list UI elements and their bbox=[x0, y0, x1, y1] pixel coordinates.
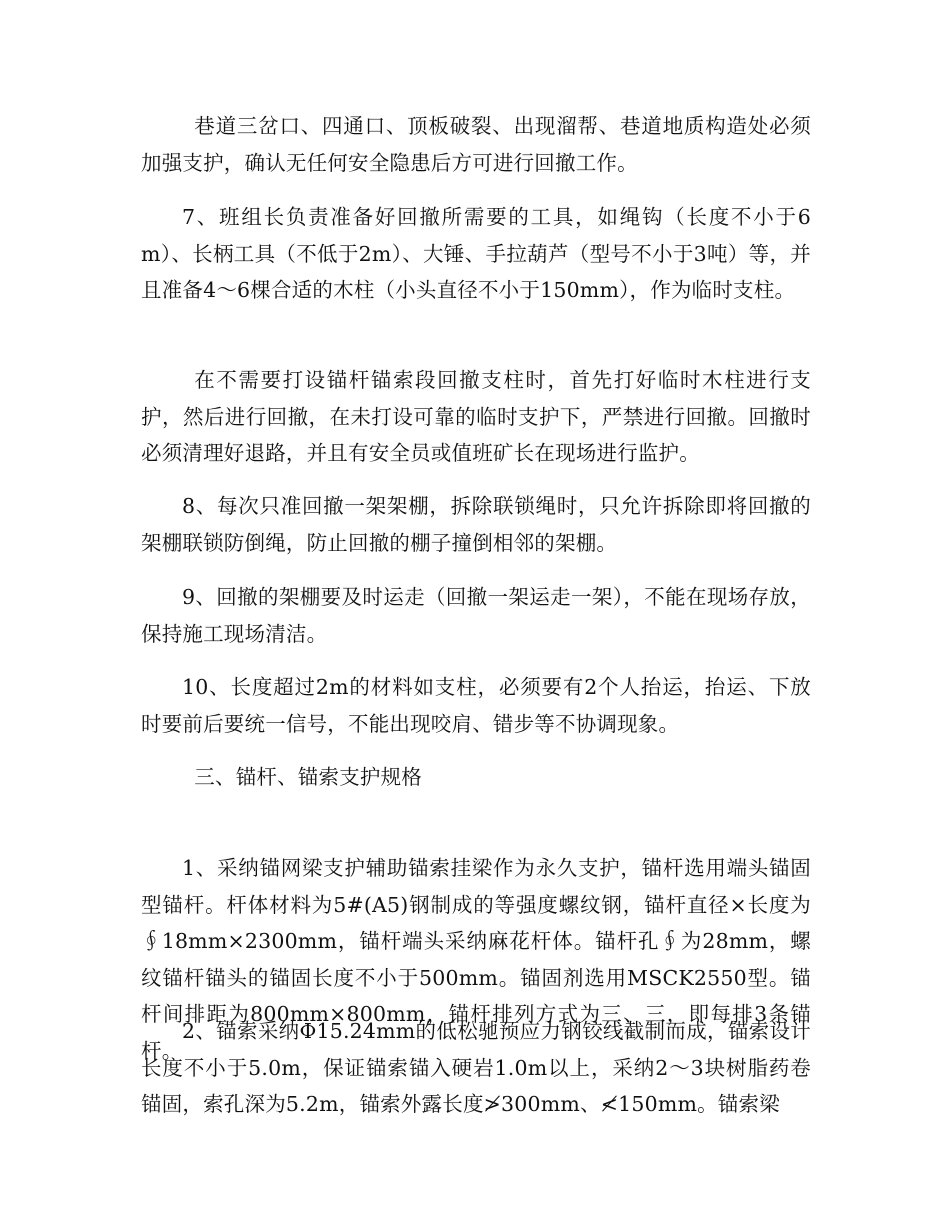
paragraph-temporary-support: 在不需要打设锚杆锚索段回撤支柱时，首先打好临时木柱进行支护，然后进行回撤，在未打设可靠的临时支护下，严禁进行回撤。回撤时必须清理好退路，并且有安全员或值班矿长在现场进行监护。 bbox=[141, 368, 811, 465]
section-heading-bolt-cable-spec: 三、锚杆、锚索支护规格 bbox=[194, 765, 422, 789]
paragraph-item-8-one-frame: 8、每次只准回撤一架架棚，拆除联锁绳时，只允许拆除即将回撤的架棚联锁防倒绳，防止回撤的棚子撞倒相邻的架棚。 bbox=[141, 494, 811, 555]
paragraph-item-9-remove-frames: 9、回撤的架棚要及时运走（回撤一架运走一架），不能在现场存放，保持施工现场清洁。 bbox=[141, 585, 811, 646]
paragraph-item-2-anchor-cable: 2、锚索采纳Φ15.24mm的低松驰预应力钢铰线截制而成，锚索设计长度不小于5.0m，保证锚索锚入硬岩1.0m以上，采纳2～3块树脂药卷锚固，索孔深为5.2m，锚索外露长度≯300mm、≮150mm。锚索梁 bbox=[141, 1019, 811, 1116]
paragraph-item-10-carrying: 10、长度超过2m的材料如支柱，必须要有2个人抬运，抬运、下放时要前后要统一信号，不能出现咬肩、错步等不协调现象。 bbox=[141, 675, 811, 736]
paragraph-item-1-anchor-bolt: 1、采纳锚网梁支护辅助锚索挂梁作为永久支护，锚杆选用端头锚固型锚杆。杆体材料为5#(A5)钢制成的等强度螺纹钢，锚杆直径×长度为∮18mm×2300mm，锚杆端头采纳麻花杆体。锚杆孔∮为28mm，螺纹锚杆锚头的锚固长度不小于500mm。锚固剂选用MSCK2550型。锚杆间排距为800mm×800mm，锚杆排列方式为三、三，即每排3条锚杆。 bbox=[141, 856, 811, 1063]
paragraph-item-7-tools: 7、班组长负责准备好回撤所需要的工具，如绳钩（长度不小于6m）、长柄工具（不低于2m）、大锤、手拉葫芦（型号不小于3吨）等，并且准备4～6棵合适的木柱（小头直径不小于150mm），作为临时支柱。 bbox=[141, 205, 811, 302]
paragraph-junction-support: 巷道三岔口、四通口、顶板破裂、出现溜帮、巷道地质构造处必须加强支护，确认无任何安全隐患后方可进行回撤工作。 bbox=[141, 114, 811, 175]
